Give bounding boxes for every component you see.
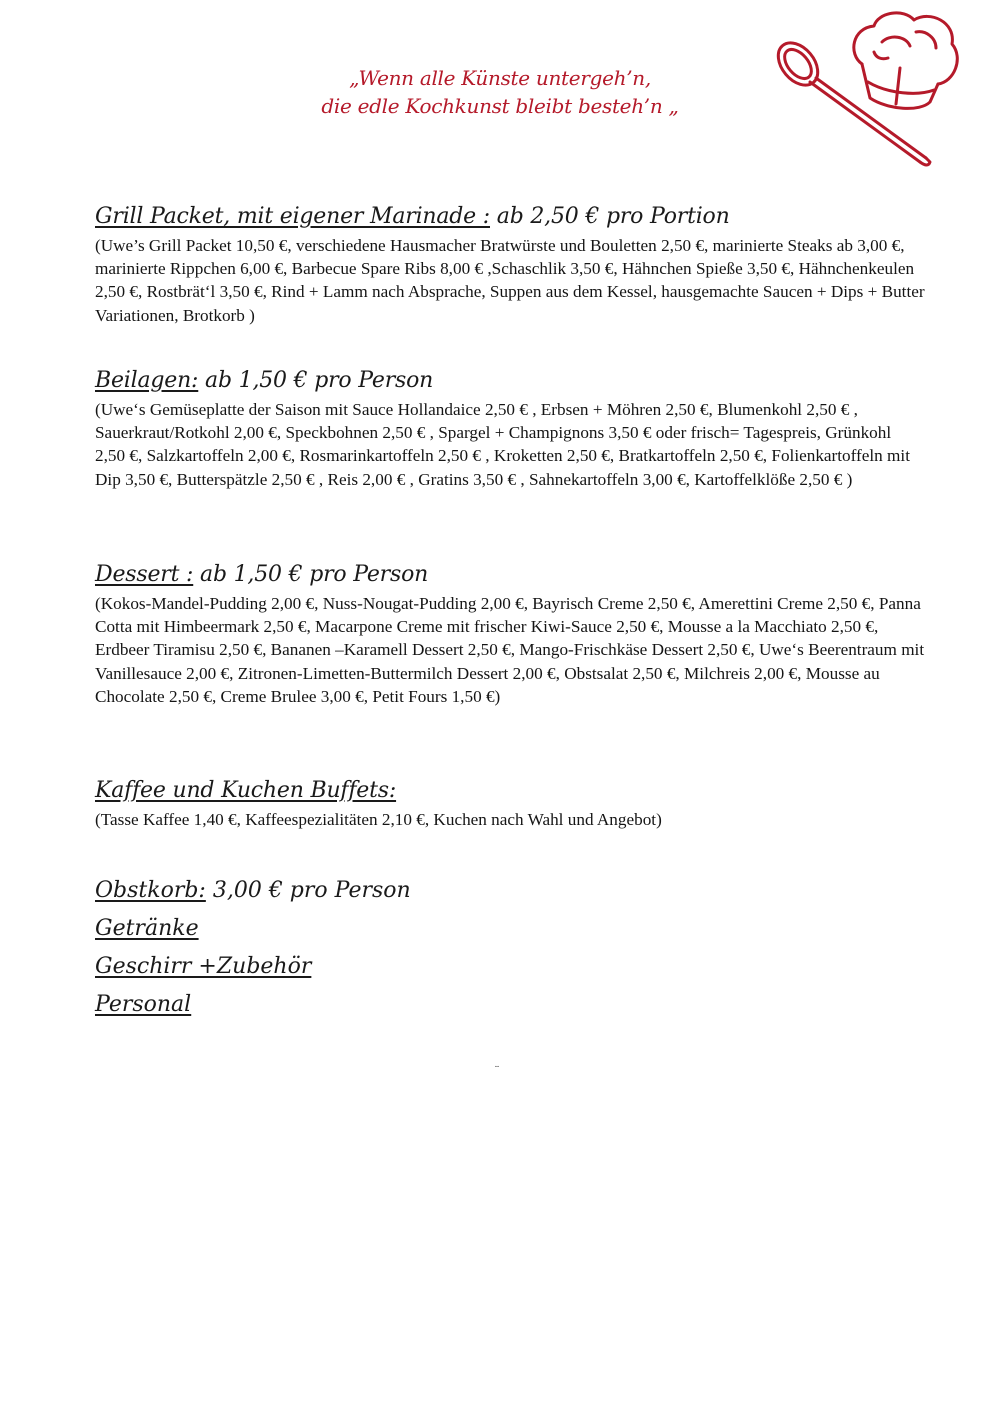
heading-title-dessert: Dessert : [95,562,194,587]
section-text-kaffee: (Tasse Kaffee 1,40 €, Kaffeespezialitäten 2,10 €, Kuchen nach Wahl und Angebot) [95,810,662,829]
heading-title-kaffee: Kaffee und Kuchen Buffets: [95,778,397,803]
heading-price-dessert: ab 1,50 € pro Person [193,562,429,587]
footnote-mark: ¨ [495,1062,499,1076]
heading-price-beilagen: ab 1,50 € pro Person [198,368,434,393]
extra-geschirr [95,948,925,986]
obstkorb-label: Obstkorb: [95,878,206,903]
personal-label: Personal [95,992,192,1017]
section-text-dessert: (Kokos-Mandel-Pudding 2,00 €, Nuss-Nougat-Pudding 2,00 €, Bayrisch Creme 2,50 €, Amerettini Creme 2,50 €, Panna Cotta mit Himbeermark 2,50 €, Macarpone Creme mit frischer Kiwi-Sauce 2,50 €, Mousse a la Macchiato 2,50 €, Erdbeer Tiramisu 2,50 €, Bananen –Karamell Dessert 2,50 €, Mango-Frischkäse Dessert 2,50 €, Uwe‘s Beerentraum mit Vanillesauce 2,00 €, Zitronen-Limetten-Buttermilch Dessert 2,00 €, Obstsalat 2,50 €, Milchreis 2,00 €, Mousse au Chocolate 2,50 €, Creme Brulee 3,00 €, Petit Fours 1,50 €) [95,594,925,706]
section-heading-beilagen [95,364,925,398]
getraenke-label: Getränke [95,916,199,941]
obstkorb-price: 3,00 € pro Person [205,878,411,903]
section-text-grill: (Uwe’s Grill Packet 10,50 €, verschiedene Hausmacher Bratwürste und Bouletten 2,50 €, marinierte Steaks ab 3,00 €, marinierte Rippchen 6,00 €, Barbecue Spare Ribs 8,00 € ,Schaschlik 3,50 €, Hähnchen Spieße 3,50 €, Hähnchenkeulen 2,50 €, Rostbrät‘l 3,50 €, Rind + Lamm nach Absprache, Suppen aus dem Kessel, hausgemachte Saucen + Dips + Butter Variationen, Brotkorb ) [95,236,925,325]
motto-line-1: „Wenn alle Künste untergeh’n, [349,66,651,90]
chef-hat-spoon-icon [770,2,970,172]
geschirr-label: Geschirr +Zubehör [95,954,312,979]
heading-title-beilagen: Beilagen: [95,368,199,393]
section-beilagen [95,364,925,491]
motto-line-2: die edle Kochkunst bleibt besteh’n „ [321,94,679,118]
section-dessert [95,558,925,708]
section-kaffee [95,774,925,831]
section-extras [95,872,925,1024]
extra-personal [95,986,925,1024]
motto [250,64,750,120]
heading-title-grill: Grill Packet, mit eigener Marinade : [95,204,490,229]
section-grill [95,200,925,327]
heading-price-grill: ab 2,50 € pro Portion [490,204,730,229]
section-text-beilagen: (Uwe‘s Gemüseplatte der Saison mit Sauce Hollandaice 2,50 € , Erbsen + Möhren 2,50 €, Blumenkohl 2,50 € , Sauerkraut/Rotkohl 2,00 €, Speckbohnen 2,50 € , Spargel + Champignons 3,50 € oder frisch= Tagespreis, Grünkohl 2,50 €, Salzkartoffeln 2,00 €, Rosmarinkartoffeln 2,50 € , Kroketten 2,50 €, Bratkartoffeln 2,50 €, Folienkartoffeln mit Dip 3,50 €, Butterspätzle 2,50 € , Reis 2,00 € , Gratins 3,50 € , Sahnekartoffeln 3,00 €, Kartoffelklöße 2,50 € ) [95,400,910,489]
extra-getraenke [95,910,925,948]
extra-obstkorb [95,872,925,910]
section-heading-grill [95,200,925,234]
section-heading-kaffee [95,774,925,808]
section-heading-dessert [95,558,925,592]
